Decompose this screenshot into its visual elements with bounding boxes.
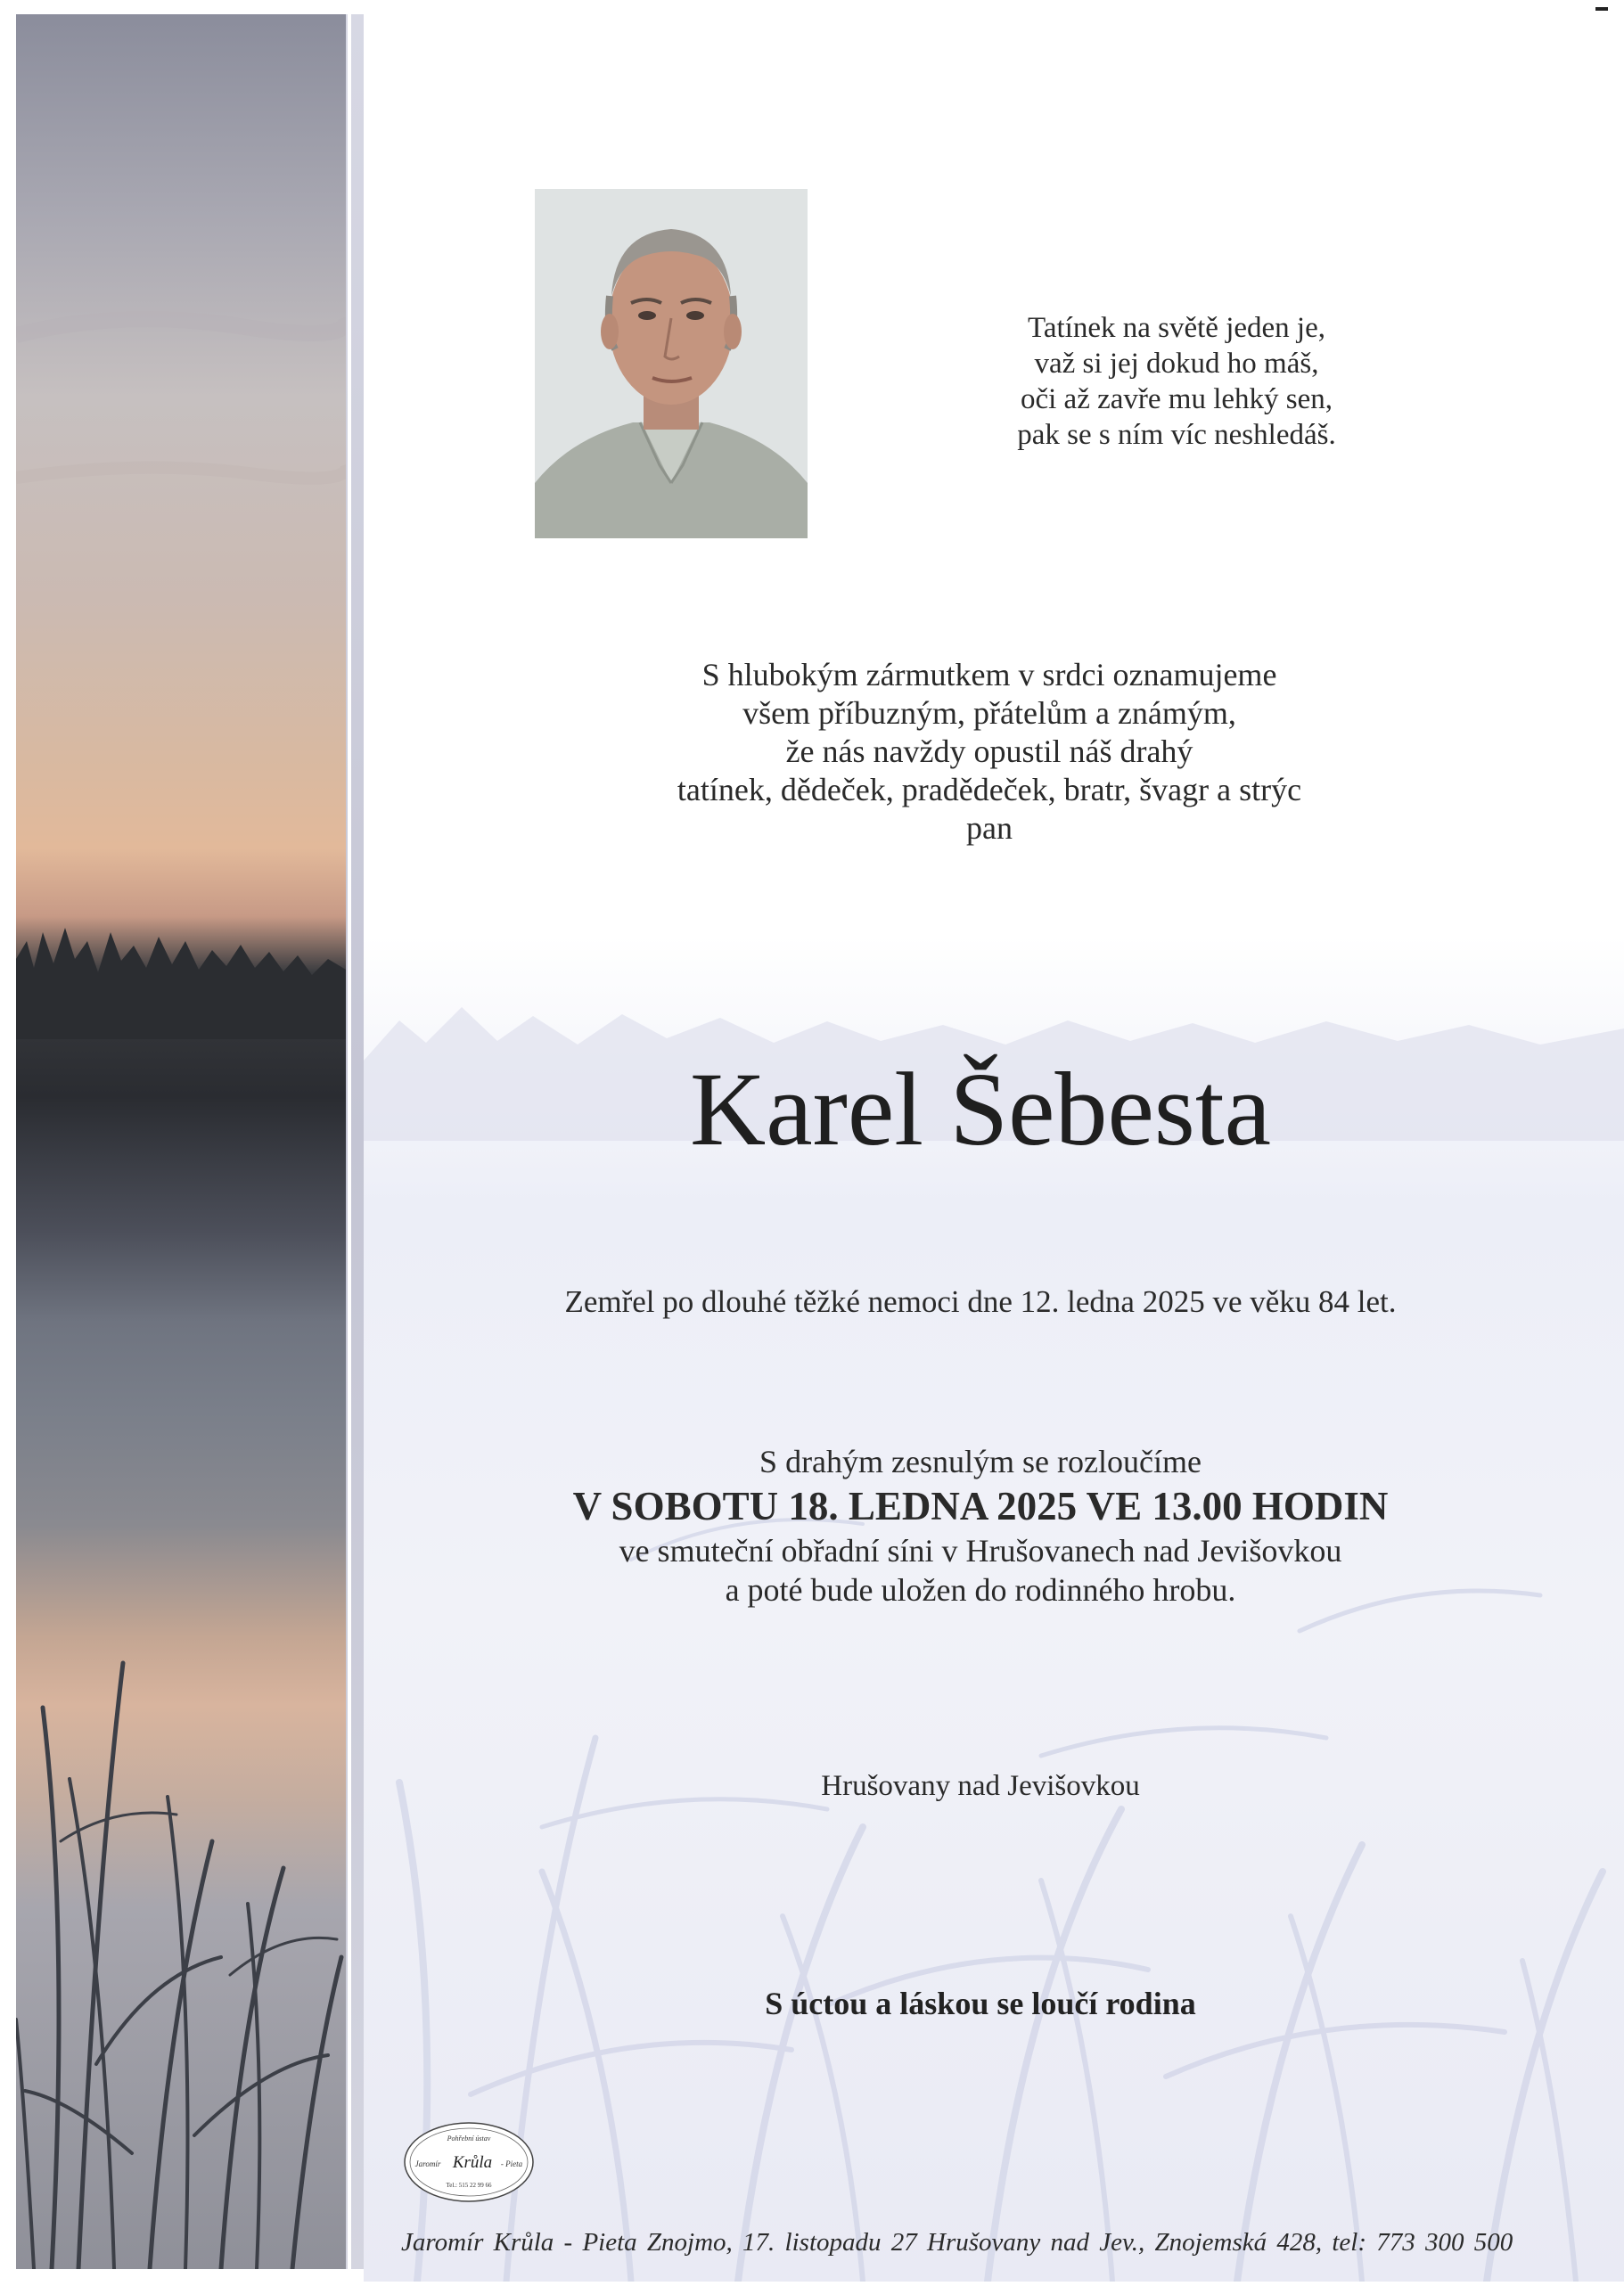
place: Hrušovany nad Jevišovkou: [821, 1770, 1140, 1802]
poem-line: pak se s ním víc neshledáš.: [1017, 419, 1336, 451]
closing-line: S úctou a láskou se loučí rodina: [765, 1986, 1196, 2021]
announcement-line: že nás navždy opustil náš drahý: [785, 733, 1193, 769]
portrait-photo: [535, 189, 808, 538]
stamp-tel: Tel.: 515 22 99 66: [446, 2182, 492, 2189]
stamp-main: Krůla: [452, 2153, 493, 2172]
announcement-line: pan: [966, 810, 1013, 846]
farewell-block: [410, 1442, 1551, 1610]
poem-line: Tatínek na světě jeden je,: [1028, 312, 1325, 344]
announcement-line: všem příbuzným, přátelům a známým,: [742, 695, 1236, 731]
poem-line: oči až zavře mu lehký sen,: [1020, 383, 1333, 415]
stamp-top: Pohřební ústav: [447, 2134, 491, 2143]
farewell-datetime: V SOBOTU 18. LEDNA 2025 VE 13.00 HODIN: [572, 1484, 1389, 1528]
poem: [963, 310, 1390, 453]
divider-line: [348, 14, 351, 2269]
landscape-illustration: [16, 14, 346, 2269]
announcement-line: tatínek, dědeček, pradědeček, bratr, švagr a strýc: [677, 772, 1302, 807]
farewell-venue: ve smuteční obřadní síni v Hrušovanech nad Jevišovkou: [619, 1533, 1342, 1569]
farewell-intro: S drahým zesnulým se rozloučíme: [759, 1444, 1202, 1479]
landscape-strip: [16, 14, 346, 2269]
announcement-line: S hlubokým zármutkem v srdci oznamujeme: [701, 657, 1277, 692]
corner-mark: [1595, 7, 1608, 11]
funeral-home-stamp: [401, 2119, 537, 2205]
stamp-right: - Pieta: [500, 2159, 523, 2168]
poem-line: važ si jej dokud ho máš,: [1034, 348, 1319, 380]
deceased-name: Karel Šebesta: [690, 1051, 1271, 1168]
death-line: Zemřel po dlouhé těžké nemoci dne 12. ledna 2025 ve věku 84 let.: [564, 1284, 1397, 1319]
footer-contact: Jaromír Krůla - Pieta Znojmo, 17. listopadu 27 Hrušovany nad Jev., Znojemská 428, tel: 773 300 500: [401, 2228, 1513, 2257]
farewell-burial: a poté bude uložen do rodinného hrobu.: [725, 1572, 1236, 1608]
announcement: [499, 656, 1480, 848]
stamp-left: Jaromír: [414, 2159, 441, 2168]
